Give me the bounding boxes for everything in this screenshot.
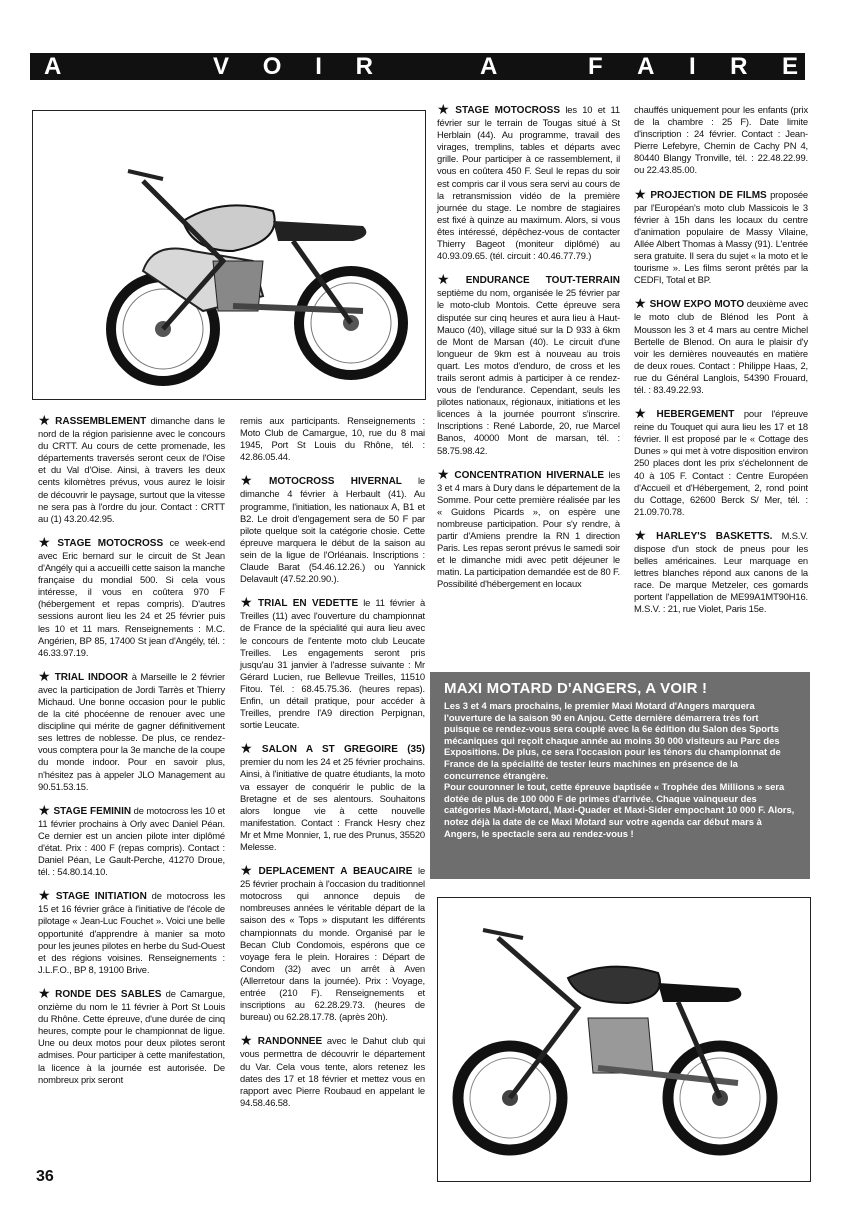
listing-item [634, 185, 808, 287]
column-2 [240, 415, 425, 1121]
item-text: chauffés uniquement pour les enfants (prix de la chambre : 25 F). Date limite d'inscription : 24 février. Contact : Jean-Pierre Lefebyre, Chemin de Cachy PN 4, 80440 Blangy Tronville, tél. : 22.48.22.99. ou 22.43.85.00. [634, 104, 808, 176]
section-banner [30, 53, 805, 80]
box-paragraph-1: Les 3 et 4 mars prochains, le premier Maxi Motard d'Angers marquera l'ouverture de la saison 90 en Anjou. Cette dernière démarrera très fort puisque ce rendez-vous sera couplé avec la 6e édition du Salon des Sports mécaniques qui reçoit chaque année au moins 30 000 visiteurs au Parc des Expositions. De plus, ce sera l'occasion pour les ténors du championnat de France de la spécialité de tester leurs machines en présence de la concurrence étrangère. [444, 700, 781, 781]
star-icon: ★ [38, 412, 53, 428]
star-icon: ★ [240, 1032, 255, 1049]
listing-item [38, 801, 225, 879]
listing-item [38, 412, 225, 525]
star-icon: ★ [634, 405, 654, 422]
item-text: de motocross les 10 et 11 février prochains à Orly avec Daniel Péan. Ce dernier est un ancien pilote inter diplômé d'état. Prix : 400 F (repas compris). Contact : Daniel Péan, Le Gault-Perche, 41270 Droue, tél. : 54.80.14.10. [38, 804, 225, 878]
item-heading: STAGE FEMININ [53, 805, 132, 817]
item-text: à Marseille le 2 février avec la participation de Jordi Tarrès et Thierry Michaud. Une bonne occasion pour le public de la cité phocéenne de renouer avec une discipline qui mérite de gagner définitivement ses lettres de noblesse. De plus, ce rendez-vous comptera pour la 3e manche de la coupe du monde indoor. Pour en savoir plus, n'hésitez pas à appeler JLO Management au 90.51.53.15. [38, 670, 225, 792]
item-text: dimanche dans le nord de la région parisienne avec le concours du CRTT. Au cours de cette promenade, les départements traversés seront ceux de l'Oise et du Val d'Oise. Ainsi, à travers les deux cents kilomètres prévus, vous aurez le loisir de découvrir le paysage, surtout que la vitesse ne sera pas à l'ordre du jour. Contact : CRTT au (1) 43.20.42.95. [38, 415, 225, 524]
item-text: le 25 février prochain à l'occasion du traditionnel motocross qui annonce depuis de nombreuses années le véritable départ de la saison des « Tops » disputant les différents championnats du monde. Organisé par le Becan Club Condomois, espérons que ce voyage fera le plein. Horaires : Départ de Condom (32) avec un arrêt à Aven (Allerretour dans la journée). Prix : Voyage, entrée (210 F). Renseignements et inscriptions au 62.28.29.73. (heures de bureau) ou 62.28.17.78. (après 20h). [240, 865, 426, 1023]
item-heading: RASSEMBLEMENT [55, 416, 147, 427]
item-heading: RONDE DES SABLES [55, 988, 162, 1000]
star-icon: ★ [634, 295, 647, 312]
item-heading: HEBERGEMENT [656, 409, 735, 421]
item-text: le dimanche 4 février à Herbault (41). Au programme, l'initiation, les nationaux A, B1 et B2. Le droit d'engagement sera de 50 F par pilote quelque soit la catégorie chosie. Cette épreuve marquera le début de la saison au sein de la ligue de l'Orléanais. Inscriptions : Claude Barat (54.46.12.26.) ou Yannick Delavault (47.52.20.90.). [240, 475, 425, 585]
listing-item [38, 984, 225, 1086]
star-icon: ★ [38, 984, 53, 1001]
banner-letter: R [355, 53, 373, 80]
item-heading: PROJECTION DE FILMS [650, 189, 767, 201]
item-text: les 10 et 11 février sur le terrain de Tougas situé à St Herblain (44). Au programme, travail des virages, tremplins, tables et départs avec grille. Pour participer à ce rassemblement, il vous en coûtera 450 F. Seul le repas du soir est compris car il vous sera servi au cours de la retransmission vidéo de la première journée du stage. Le nombre de stagiaires est fixé à quinze au maximum. Alors, si vous êtes intéressé, dépêchez-vous de contacter Thierry Bageot (moniteur diplômé) au 40.93.09.65. (tél. circuit : 40.46.77.79.) [437, 104, 620, 262]
motorcycle-photo-top [32, 110, 426, 400]
star-icon: ★ [38, 801, 51, 818]
listing-item [38, 667, 225, 793]
scrambler-illustration [438, 898, 810, 1181]
banner-word-a2 [480, 53, 510, 80]
item-heading: ENDURANCE TOUT-TERRAIN [465, 275, 620, 287]
item-heading: TRIAL INDOOR [54, 671, 129, 683]
banner-letter: V [213, 53, 230, 80]
star-icon: ★ [38, 533, 55, 550]
banner-letter: F [588, 53, 603, 80]
item-heading: STAGE MOTOCROSS [57, 537, 164, 549]
banner-word-voir [213, 53, 373, 80]
listing-item [38, 533, 225, 659]
banner-letter: E [781, 53, 798, 80]
banner-letter: A [480, 53, 498, 80]
listing-item [240, 415, 425, 463]
item-text: les 3 et 4 mars à Dury dans le département de la Somme. Pour cette première réalisée par les « Guidons Picards », on espère une nombreuse participation. Pour s'y rendre, à partir d'Amiens prendre la RN 1 direction Paris. Les repas seront prévus le samedi soir et le dimanche midi avec petit déjeuner le matin. La participation demandée est de 80 F. Possibilité d'hébergement en locaux [437, 468, 620, 590]
item-text: pour l'épreuve reine du Touquet qui aura lieu les 17 et 18 février. Il est proposé par le « Cottage des Dunes » qui met à votre disposition environ 250 places dont les prix s'échelonnent de 40 à 105 F. Contact : Centre Européen d'Accueil et d'Hébergement, 2, rond point du Cottage, 62600 Berck S/ Mer, tél. : 21.09.70.78. [634, 408, 808, 517]
star-icon: ★ [437, 271, 463, 288]
listing-item [437, 271, 620, 456]
box-title: MAXI MOTARD D'ANGERS, A VOIR ! [444, 680, 708, 697]
banner-letter: I [688, 53, 696, 80]
item-text: deuxième avec le moto club de Blénod les Pont à Mousson les 3 et 4 mars au centre Michel Bertelle de Blenod. On aura le plaisir d'y voir les dernières nouveautés en matière de deux roues. Contact : Philippe Haas, 2, rue du Général Langlois, 54390 Frouard, tél. : 83.49.22.93. [634, 298, 809, 395]
page-number: 36 [36, 1168, 54, 1185]
maxi-motard-box [430, 672, 810, 879]
star-icon: ★ [240, 472, 267, 489]
star-icon: ★ [38, 667, 52, 684]
column-1 [38, 412, 226, 1098]
item-text: proposée par l'Européan's moto club Massicois le 3 février à 15h dans les locaux du centre d'animation populaire de Massy Vilaine, Allée Albert Thomas à Massy (91). L'entrée sera gratuite. Il sera du sujet « la moto et le tourisme ». Les films seront prêtés par la CEDFI, Total et BP. [634, 188, 808, 286]
motorcycle-illustration [33, 111, 425, 399]
item-heading: MOTOCROSS HIVERNAL [269, 476, 402, 488]
item-text: remis aux participants. Renseignements : Moto Club de Camargue, 10, rue du 8 mai 1945, Port St Louis du Rhône, tél. : 42.86.05.44. [240, 415, 425, 463]
item-heading: SALON A ST GREGOIRE (35) [261, 744, 425, 756]
banner-letter: R [730, 53, 748, 80]
item-heading: DEPLACEMENT A BEAUCAIRE [258, 866, 413, 878]
star-icon: ★ [240, 862, 256, 879]
item-text: de motocross les 15 et 16 février grâce à l'initiative de l'école de pilotage « Jean-Luc Fouchet ». Voici une belle opportunité d'apprendre à manier sa moto pour les jeunes pilotes en herbe du Sud-Ouest et des régions voisines. Renseignements : J.L.F.O., BP 8, 19100 Brive. [38, 890, 226, 975]
banner-word-faire [588, 53, 798, 80]
item-text: le 11 février à Treilles (11) avec l'ouverture du championnat de France de la spécialité qui aura lieu avec le concours de l'entente moto club Leucate Treilles. Les engagements seront pris jusqu'au 31 janvier à l'adresse suivante : Mr Gérard Lucien, rue Bellevue Treilles, 11510 Fitou. Tél. : 68.45.75.36. (heures repas). Enfin, un détail pratique, pour accéder à Treilles, prendre l'A9 direction Perpignan, sortie Leucate. [240, 597, 426, 731]
banner-letter: A [637, 53, 655, 80]
column-3 [437, 101, 620, 603]
item-heading: STAGE INITIATION [55, 891, 147, 903]
listing-item [634, 104, 808, 177]
motorcycle-photo-bottom [437, 897, 811, 1182]
item-heading: HARLEY'S BASKETTS. [656, 530, 773, 542]
column-4 [634, 104, 808, 628]
banner-letter: O [262, 53, 282, 80]
star-icon: ★ [437, 101, 453, 117]
listing-item [240, 740, 425, 853]
star-icon: ★ [240, 740, 259, 757]
listing-item [240, 862, 426, 1023]
banner-letter: A [44, 53, 62, 80]
box-paragraph-2: Pour couronner le tout, cette épreuve baptisée « Trophée des Millions » sera dotée de plus de 100 000 F de primes d'arrivée. Chaque vainqueur des catégories Maxi-Motard, Maxi-Quader et Maxi-Sider empochant 10 000 F. Alors, notez déjà la date de ce Maxi Motard sur votre agenda car début mars à Angers, le spectacle sera au rendez-vous ! [444, 781, 795, 839]
listing-item [634, 295, 809, 396]
listing-item [437, 465, 620, 591]
listing-item [634, 405, 808, 518]
listing-item [38, 887, 226, 976]
banner-word-a [44, 53, 74, 80]
listing-item [240, 594, 426, 731]
item-heading: SHOW EXPO MOTO [649, 299, 745, 311]
star-icon: ★ [240, 594, 256, 611]
item-text: de Camargue, onzième du nom le 11 février à Port St Louis du Rhône. Cette épreuve, d'une durée de cinq heures, compte pour le championnat de ligue. Une ou deux motos pour deux pilotes seront admises. Pour participer à cette manifestation, la licence à la journée est autorisée. De nombreux prix seront [38, 987, 225, 1085]
star-icon: ★ [437, 465, 452, 482]
item-heading: RANDONNEE [257, 1036, 323, 1048]
item-heading: STAGE MOTOCROSS [455, 105, 561, 116]
star-icon: ★ [38, 887, 53, 904]
listing-item [634, 526, 808, 616]
listing-item [437, 101, 620, 262]
item-text: premier du nom les 24 et 25 février prochains. Ainsi, à l'initiative de quatre étudiants, la moto va essayer de conquérir le public de la Bretagne et de ses alentours. Souhaitons alors longue vie à cette nouvelle manifestation. Contact : Franck Hesry chez Mr et Mme Monnier, 1, rue des Prunus, 35520 Melesse. [240, 756, 425, 852]
item-heading: CONCENTRATION HIVERNALE [454, 469, 604, 481]
item-text: M.S.V. dispose d'un stock de pneus pour les belles américaines. Leur marquage en lettres blanches répond aux canons de la race. De marque Metzeler, ces gomards portent l'appellation de ME99A1MT90H16. M.S.V. : 21, rue Violet, Paris 15e. [634, 529, 808, 615]
item-text: ce week-end avec Eric bernard sur le circuit de St Jean d'Angély qui a accueilli cette saison la manche française du mondial 500. Si cela vous intéresse, il vous en coûtera 970 F (hébergement et repas compris). D'autres sessions auront lieu les 24 et 25 février puis les 10 et 11 mars. Renseignements : M.C. Angérien, BP 85, 17400 St jean d'Angély, tél. : 46.33.97.19. [38, 536, 225, 658]
item-text: avec le Dahut club qui vous permettra de découvrir le département du Var. Cela vous tente, alors retenez les dates des 17 et 18 février et mettez vous en rapport avec Pierre Roubaud en appelant le 94.58.46.58. [240, 1035, 426, 1108]
star-icon: ★ [634, 185, 648, 202]
star-icon: ★ [634, 526, 654, 543]
item-text: septième du nom, organisée le 25 février par le moto-club Montois. Cette épreuve sera disputée sur cinq heures et aura lieu à Haut-Mauco (40), village situé sur la D 933 à 6km de Mont de Marsan (40). Le circuit d'une longueur de 9km est à nouveau au trois quart. Les motos d'enduro, de cross et les trails seront admis à participer à ce rendez-vous de l'endurance. Cependant, seuls les pilotes nationaux, régionaux, initiations et les licences à la journée pourront s'inscrire. Inscriptions : René Laborde, 20, rue Marcel Banos, 40000 Mont de marsan, tél. : 58.75.98.42. [437, 287, 620, 456]
banner-letter: I [315, 53, 322, 80]
item-heading: TRIAL EN VEDETTE [258, 598, 359, 610]
listing-item [240, 472, 425, 585]
listing-item [240, 1032, 426, 1109]
